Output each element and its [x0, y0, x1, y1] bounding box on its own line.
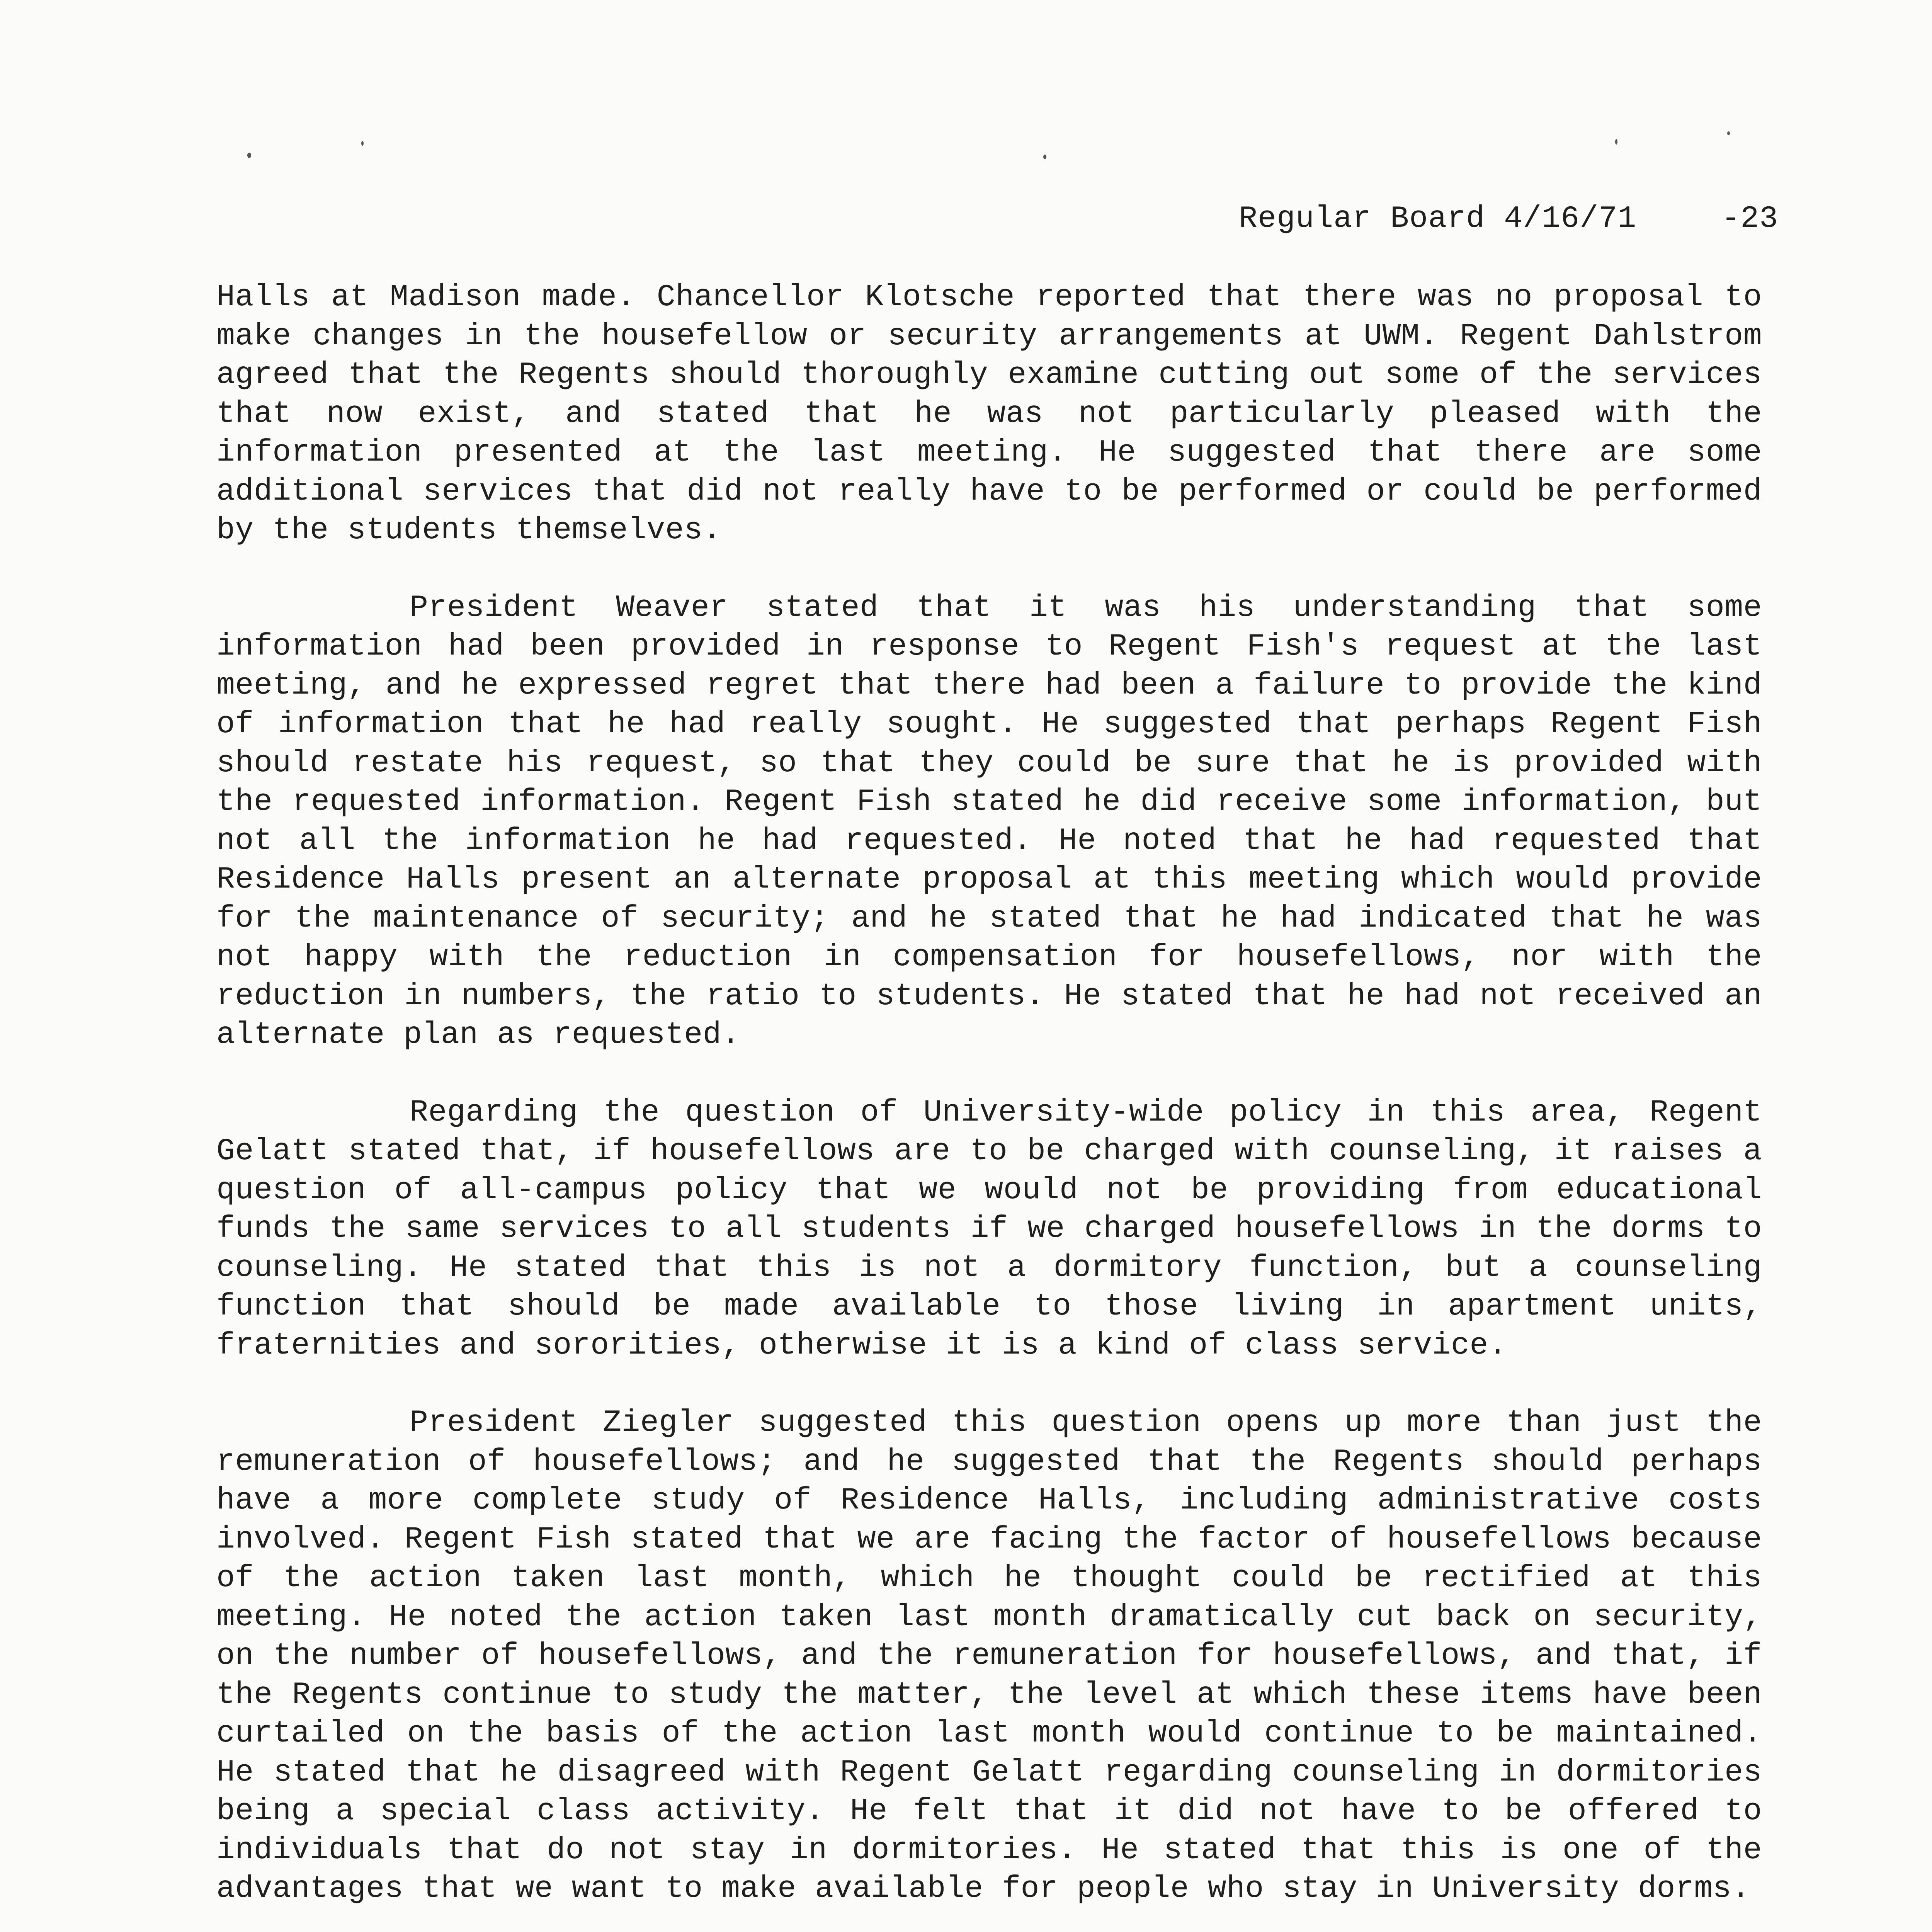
header-title: Regular Board 4/16/71 [1239, 201, 1637, 236]
paragraph: Halls at Madison made. Chancellor Klotsche reported that there was no proposal to make changes in the housefellow or security arrangements at UWM. Regent Dahlstrom agreed that the Regents should thoroughly examine cutting out some of the services that now exist, and stated that he was not particularly pleased with the information presented at the last meeting. He suggested that there are some additional services that did not really have to be performed or could be performed by the students themselves. [216, 280, 1762, 548]
document-body [216, 278, 1762, 1932]
scan-speck [1727, 131, 1730, 135]
scan-speck [247, 153, 251, 158]
paragraph: President Ziegler suggested this question opens up more than just the remuneration of housefellows; and he suggested that the Regents should perhaps have a more complete study of Residence Halls, including administrative costs involved. Regent Fish stated that we are facing the factor of housefellows because of the action taken last month, which he thought could be rectified at this meeting. He noted the action taken last month dramatically cut back on security, on the number of housefellows, and the remuneration for housefellows, and that, if the Regents continue to study the matter, the level at which these items have been curtailed on the basis of the action last month would continue to be maintained. He stated that he disagreed with Regent Gelatt regarding counseling in dormitories being a special class activity. He felt that it did not have to be offered to individuals that do not stay in dormitories. He stated that this is one of the advantages that we want to make available for people who stay in University dorms. [216, 1405, 1762, 1906]
page-header [1163, 166, 1778, 272]
paragraph: President Weaver stated that it was his understanding that some information had been provided in response to Regent Fish's request at the last meeting, and he expressed regret that there had been a failure to provide the kind of information that he had really sought. He suggested that perhaps Regent Fish should restate his request, so that they could be sure that he is provided with the requested information. Regent Fish stated he did receive some information, but not all the information he had requested. He noted that he had requested that Residence Halls present an alternate proposal at this meeting which would provide for the maintenance of security; and he stated that he had indicated that he was not happy with the reduction in compensation for housefellows, nor with the reduction in numbers, the ratio to students. He stated that he had not received an alternate plan as requested. [216, 590, 1762, 1053]
paragraph: Regarding the question of University-wide policy in this area, Regent Gelatt stated that, if housefellows are to be charged with counseling, it raises a question of all-campus policy that we would not be providing from educational funds the same services to all students if we charged housefellows in the dorms to counseling. He stated that this is not a dormitory function, but a counseling function that should be made available to those living in apartment units, fraternities and sororities, otherwise it is a kind of class service. [216, 1095, 1762, 1363]
header-page-number: -23 [1721, 201, 1779, 236]
scan-speck [1615, 139, 1617, 145]
scan-speck [1043, 155, 1046, 159]
scan-speck [361, 141, 364, 146]
